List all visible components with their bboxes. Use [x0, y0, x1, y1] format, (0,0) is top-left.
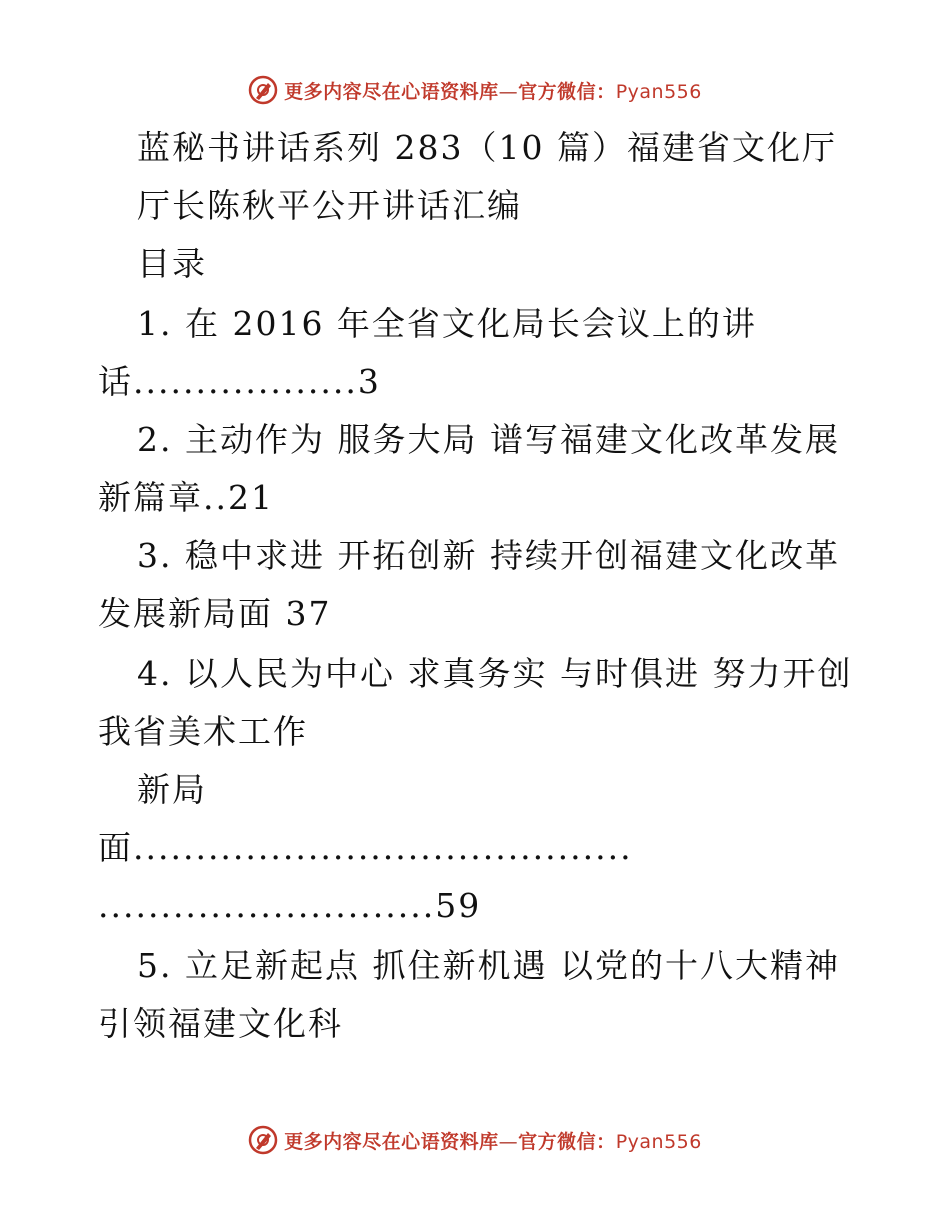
toc-item-3-line2: 发展新局面 37: [98, 594, 332, 633]
pen-logo-icon: [248, 1125, 278, 1155]
watermark-main: 更多内容尽在心语资料库: [284, 1130, 499, 1153]
toc-item-2-line1: 2. 主动作为 服务大局 谱写福建文化改革发展: [137, 420, 840, 459]
toc-item-4-line3: 新局: [137, 770, 207, 809]
toc-item-1-line1: 1. 在 2016 年全省文化局长会议上的讲: [137, 304, 757, 343]
toc-heading: 目录: [137, 244, 207, 283]
watermark-id: Pyan556: [615, 80, 702, 103]
watermark-dash: —: [498, 1130, 519, 1153]
watermark-main: 更多内容尽在心语资料库: [284, 80, 499, 103]
watermark-footer: [0, 1120, 950, 1160]
toc-item-4-line1: 4. 以人民为中心 求真务实 与时俱进 努力开创: [137, 654, 853, 693]
toc-item-4-line5: ...........................59: [98, 886, 482, 925]
watermark-dash: —: [498, 80, 519, 103]
toc-item-5-line2: 引领福建文化科: [98, 1004, 343, 1043]
toc-item-5-line1: 5. 立足新起点 抓住新机遇 以党的十八大精神: [137, 946, 840, 985]
toc-item-1-line2: 话..................3: [98, 362, 381, 401]
toc-item-4-line2: 我省美术工作: [98, 712, 308, 751]
toc-item-3-line1: 3. 稳中求进 开拓创新 持续开创福建文化改革: [137, 536, 840, 575]
document-title-line2: 厅长陈秋平公开讲话汇编: [137, 186, 522, 225]
toc-item-2-line2: 新篇章..21: [98, 478, 274, 517]
document-title-line1: 蓝秘书讲话系列 283（10 篇）福建省文化厅: [137, 128, 837, 167]
watermark-suffix: 官方微信：: [518, 80, 616, 103]
watermark-text: [284, 1127, 702, 1154]
watermark-suffix: 官方微信：: [518, 1130, 616, 1153]
toc-item-4-line4: 面........................................: [98, 828, 633, 867]
watermark-id: Pyan556: [615, 1130, 702, 1153]
